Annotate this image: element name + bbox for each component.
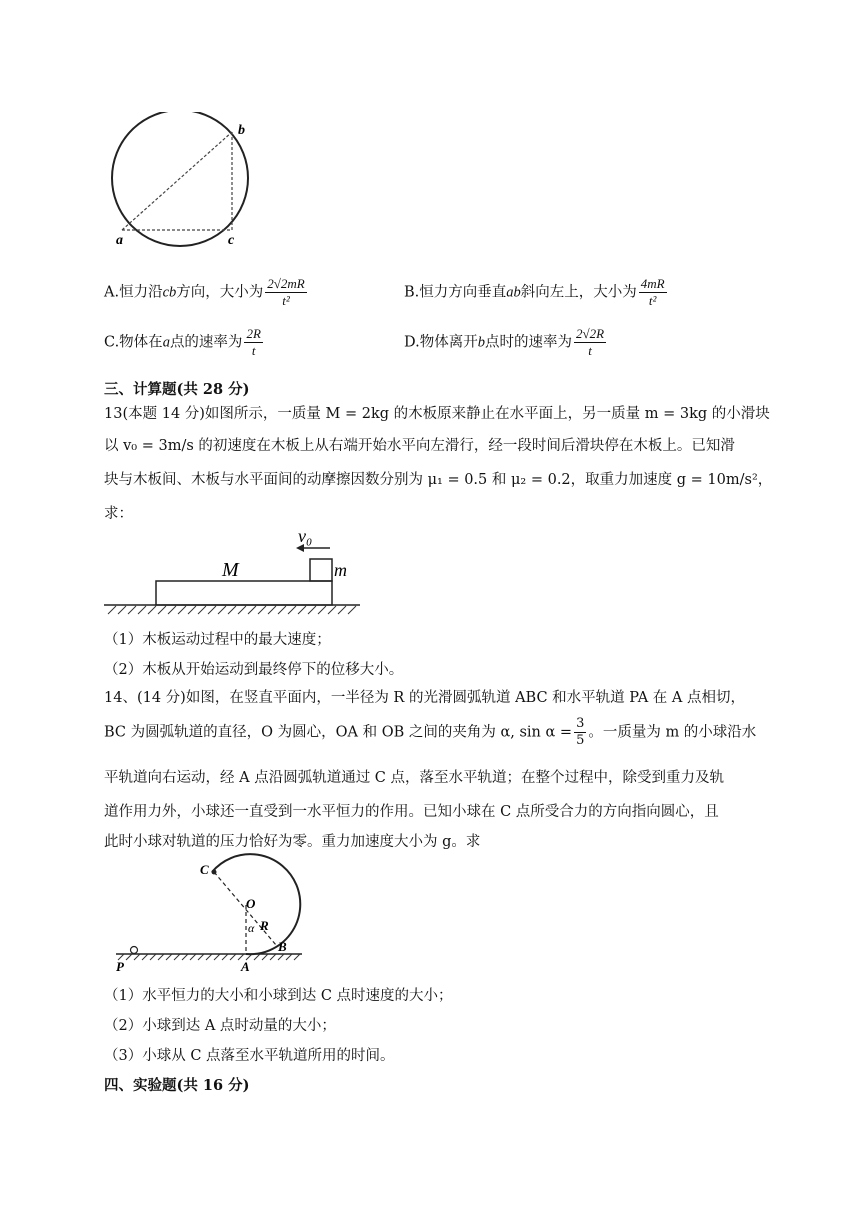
q14-sub-1: （1）水平恒力的大小和小球到达 C 点时速度的大小；: [104, 988, 453, 1004]
q14-line-5: 此时小球对轨道的压力恰好为零。重力加速度大小为 g。求: [104, 834, 481, 850]
q14-sub-2: （2）小球到达 A 点时动量的大小；: [104, 1018, 336, 1034]
point-c: [212, 870, 217, 875]
track-arc: [212, 854, 300, 954]
option-b: B.恒力方向垂直ab斜向左上，大小为 $\frac{4mR}{\text{t²}}$: [404, 276, 665, 308]
section-3-title: 三、计算题(共 28 分): [104, 381, 250, 398]
option-a: A.恒力沿cb方向，大小为 $\frac{2√2mR}{\text{t²}}$: [104, 276, 305, 308]
label-v0: v₀: [298, 526, 313, 546]
label-m: m: [334, 560, 347, 580]
q13-line-1: 13(本题 14 分)如图所示，一质量 M = 2kg 的木板原来静止在水平面上，另一质量 m = 3kg 的小滑块: [104, 406, 770, 422]
block: [310, 559, 332, 581]
plank-block-figure: [104, 526, 364, 618]
plank: [156, 581, 332, 605]
chord-ab: [122, 132, 232, 230]
q14-line-2: BC 为圆弧轨道的直径，O 为圆心，OA 和 OB 之间的夹角为 α, sin α = $\frac{3}{5}$ 。一质量为 m 的小球沿水: [104, 716, 757, 748]
label-P: P: [116, 959, 124, 974]
q13-sub-2: （2）木板从开始运动到最终停下的位移大小。: [104, 662, 404, 678]
label-R: R: [260, 918, 269, 933]
q13-line-4: 求：: [104, 506, 133, 522]
q14-line-3: 平轨道向右运动，经 A 点沿圆弧轨道通过 C 点，落至水平轨道；在整个过程中，除受到重力及轨: [104, 770, 724, 786]
label-c: c: [228, 233, 235, 248]
label-a: a: [116, 233, 123, 248]
label-C: C: [200, 862, 209, 877]
label-b: b: [238, 123, 245, 138]
circular-track-figure: [110, 850, 310, 976]
section-4-title: 四、实验题(共 16 分): [104, 1077, 250, 1094]
q14-sub-3: （3）小球从 C 点落至水平轨道所用的时间。: [104, 1048, 395, 1064]
label-alpha: α: [248, 921, 255, 935]
q13-line-3: 块与木板间、木板与水平面间的动摩擦因数分别为 μ₁ = 0.5 和 μ₂ = 0.2，取重力加速度 g = 10m/s²，: [104, 472, 773, 488]
q13-line-2: 以 v₀ = 3m/s 的初速度在木板上从右端开始水平向左滑行，经一段时间后滑块停在木板上。已知滑: [104, 438, 735, 454]
label-O: O: [246, 896, 256, 911]
ball-p: [131, 947, 138, 954]
diameter-cb: [214, 872, 276, 945]
q14-line-4: 道作用力外，小球还一直受到一水平恒力的作用。已知小球在 C 点所受合力的方向指向圆心，且: [104, 804, 719, 820]
option-d: D.物体离开b点时的速率为 $\frac{2√2R}{t}$: [404, 326, 605, 358]
option-c: C.物体在a点的速率为 $\frac{2R}{t}$: [104, 326, 261, 358]
label-B: B: [278, 939, 287, 954]
label-A: A: [241, 959, 250, 974]
q14-line-1: 14、(14 分)如图，在竖直平面内，一半径为 R 的光滑圆弧轨道 ABC 和水平轨道 PA 在 A 点相切，: [104, 690, 745, 706]
label-M: M: [222, 559, 239, 581]
q13-sub-1: （1）木板运动过程中的最大速度；: [104, 632, 331, 648]
circle-figure: [100, 112, 260, 252]
